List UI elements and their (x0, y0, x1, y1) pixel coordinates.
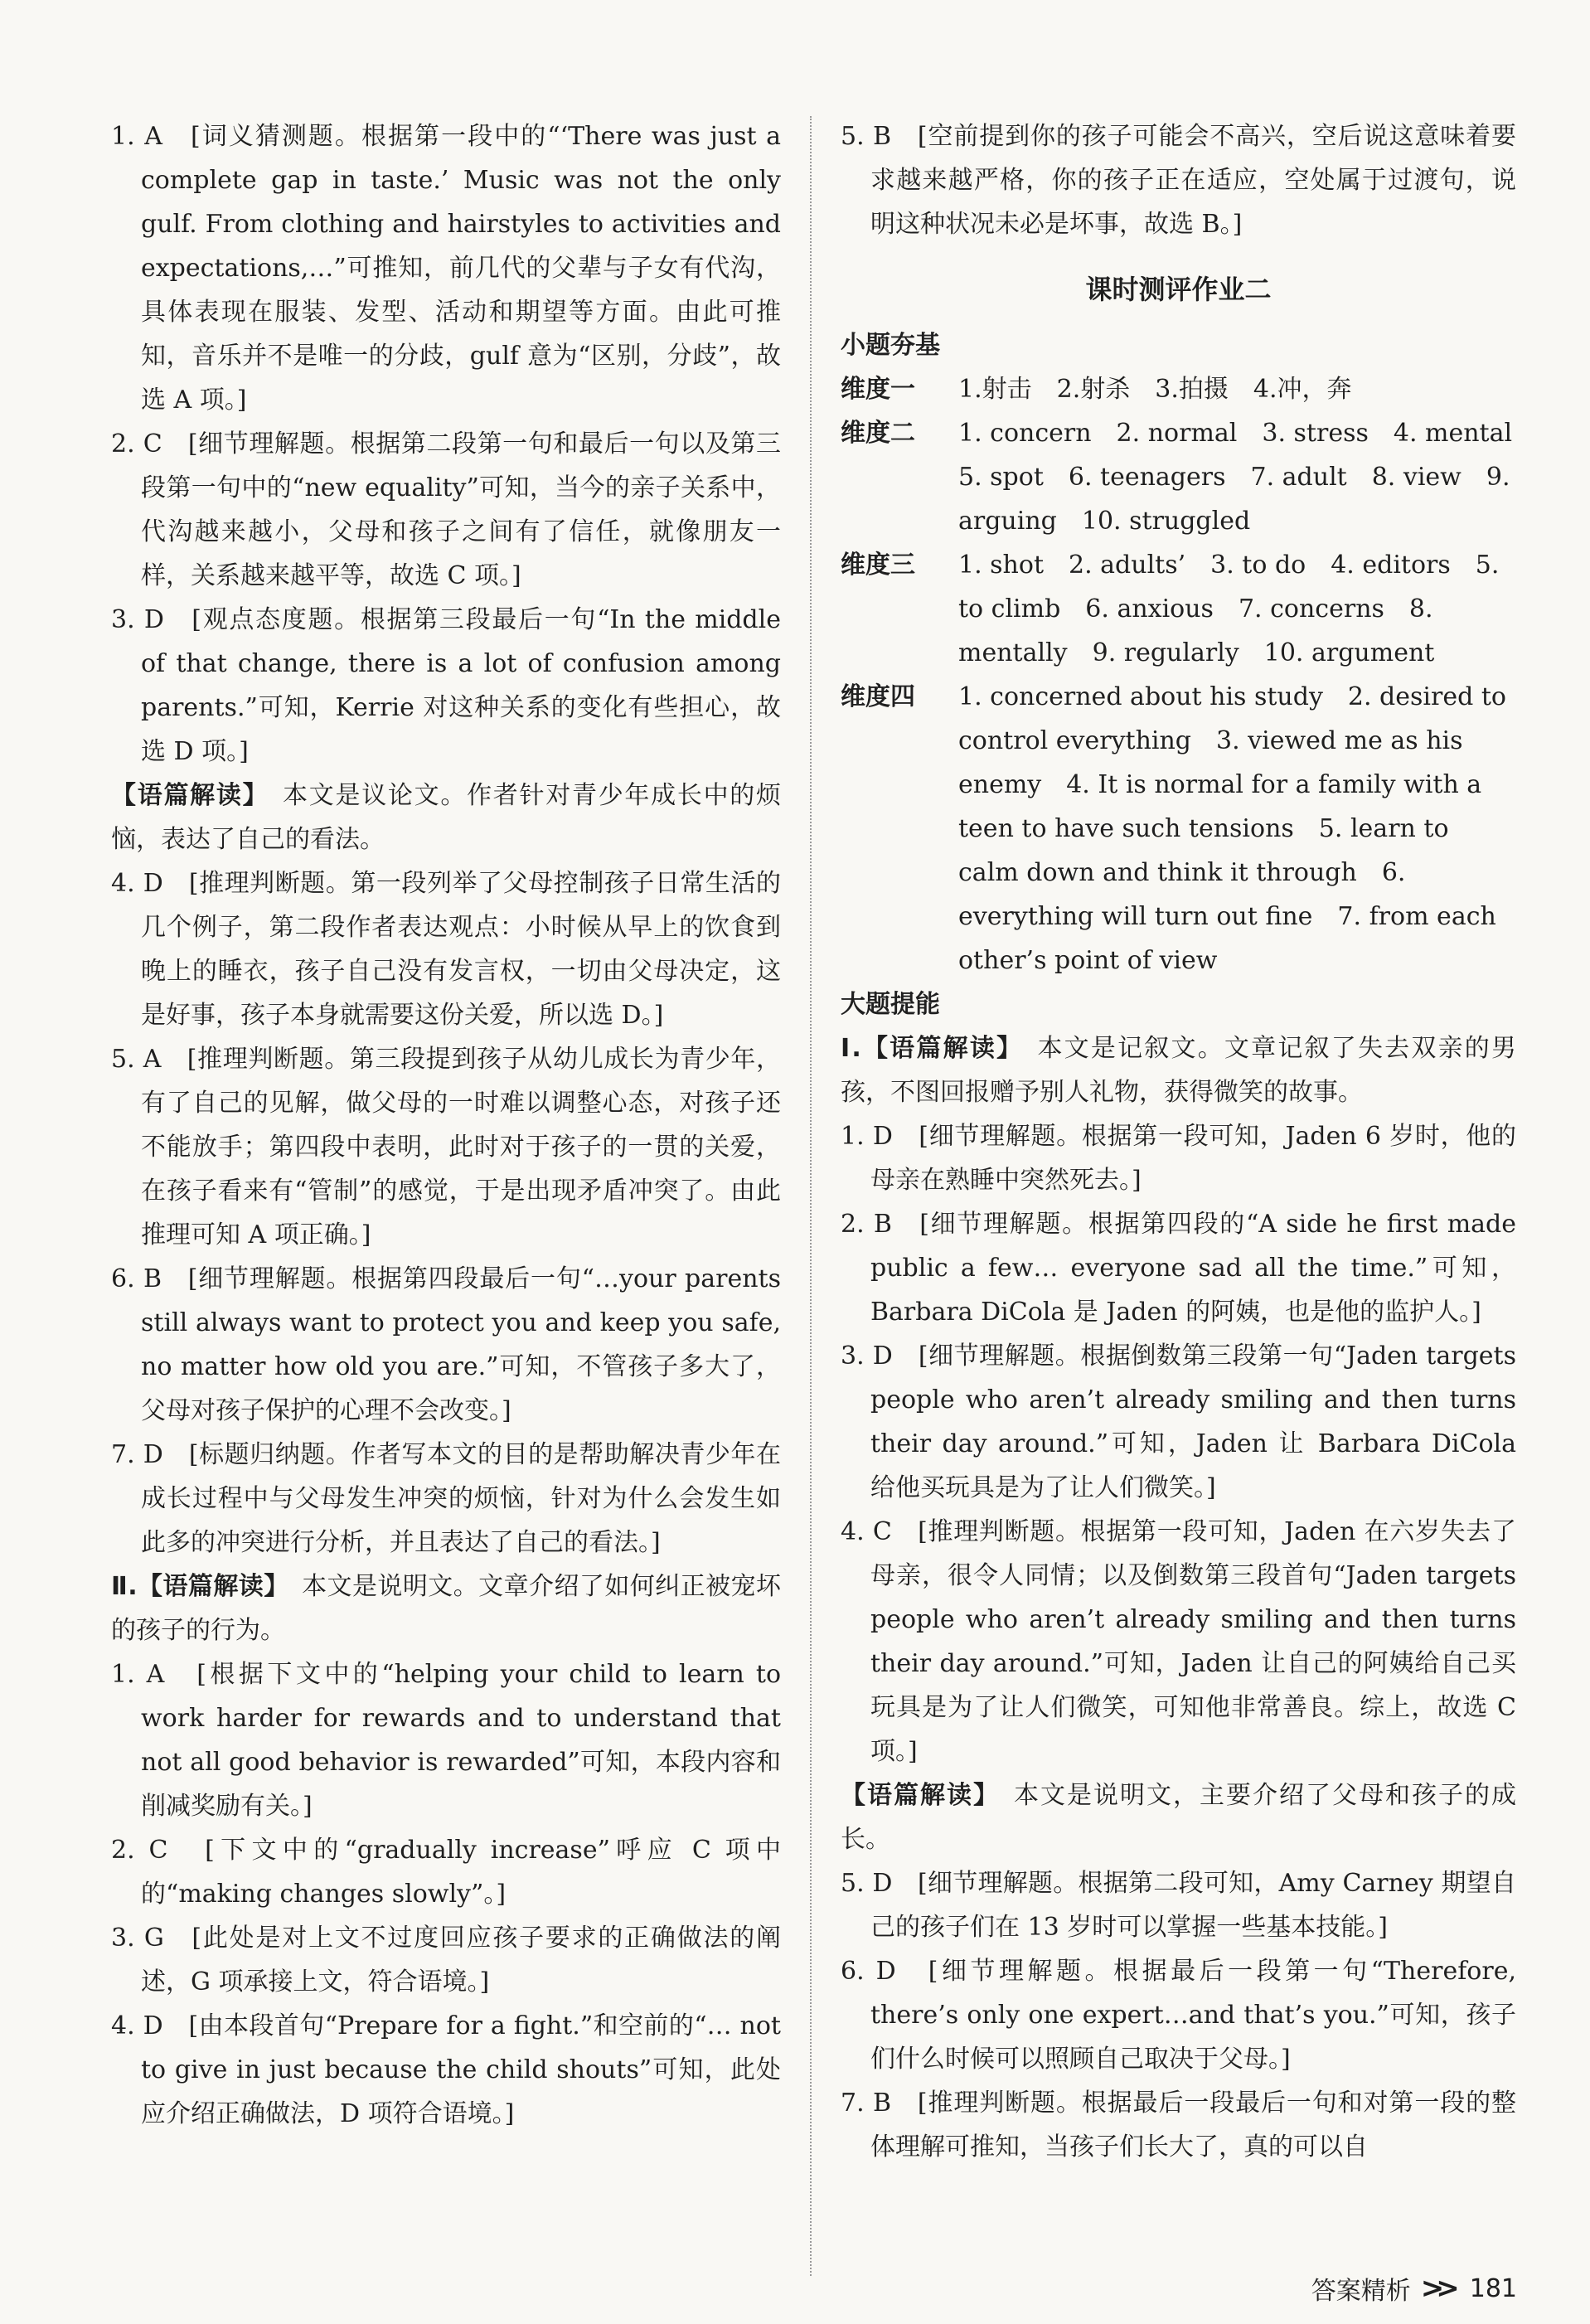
note-text: 本文是记叙文。文章记叙了失去双亲的男孩，不图回报赠予别人礼物，获得微笑的故事。 (841, 1034, 1516, 1107)
answer-item: 7. D [标题归纳题。作者写本文的目的是帮助解决青少年在成长过程中与父母发生冲突的烦恼，针对为什么会发生如此多的冲突进行分析，并且表达了自己的看法。] (111, 1440, 781, 1557)
answer-item: 1. D [细节理解题。根据第一段可知，Jaden 6 岁时，他的母亲在熟睡中突然死去。] (841, 1122, 1516, 1195)
note-label: Ⅱ.【语篇解读】 (111, 1572, 277, 1601)
answer-item: 4. D [推理判断题。第一段列举了父母控制孩子日常生活的几个例子，第二段作者表达观点：小时候从早上的饮食到晚上的睡衣，孩子自己没有发言权，一切由父母决定，这是好事，孩子本身就需要这份关爱，所以选 D。] (111, 869, 781, 1030)
right-answer-list (841, 1026, 1516, 2169)
dimension-label: 维度一 (841, 375, 915, 404)
dimension-answers: 1. shot 2. adults’ 3. to do 4. editors 5. to climb 6. anxious 7. concerns 8. mentally 9. regularly 10. argument (958, 551, 1500, 667)
answer-item: 4. C [推理判断题。根据第一段可知，Jaden 在六岁失去了母亲，很令人同情；以及倒数第三段首句“Jaden targets people who aren’t already smiling and then turns their day around.”可知，Jaden 让自己的阿姨给自己买玩具是为了让人们微笑，可知他非常善良。综上，故选 C 项。] (841, 1517, 1516, 1766)
note-label: 【语篇解读】 (841, 1781, 987, 1810)
dimension-row (841, 367, 1516, 411)
footer-label: 答案精析 (1311, 2277, 1411, 2306)
dimension-answers: 1.射击 2.射杀 3.拍摄 4.冲，奔 (958, 375, 1352, 404)
note-label: 【语篇解读】 (111, 781, 257, 810)
answer-item: 7. B [推理判断题。根据最后一段最后一句和对第一段的整体理解可推知，当孩子们长大了，真的可以自 (841, 2089, 1516, 2161)
dimension-label: 维度四 (841, 682, 915, 711)
answer-item: 3. D [细节理解题。根据倒数第三段第一句“Jaden targets people who aren’t already smiling and then turns their day around.”可知，Jaden 让 Barbara DiCola 给他买玩具是为了让人们微笑。] (841, 1342, 1516, 1502)
answer-item: 6. B [细节理解题。根据第四段最后一句“…your parents still always want to protect you and keep you safe, no matter how old you are.”可知，不管孩子多大了，父母对孩子保护的心理不会改变。] (111, 1264, 781, 1425)
left-column (111, 114, 781, 2136)
column-divider (810, 116, 812, 2276)
dimension-label: 维度三 (841, 551, 915, 580)
answer-item: 6. D [细节理解题。根据最后一段第一句“Therefore, there’s only one expert…and that’s you.”可知，孩子们什么时候可以照顾自己取决于父母。] (841, 1957, 1516, 2074)
dimension-row (841, 675, 1516, 982)
dimension-answers: 1. concerned about his study 2. desired to control everything 3. viewed me as his enemy 4. It is normal for a family with a teen to have such tensions 5. learn to calm down and think it through 6. everything will turn out fine 7. from each other’s point of view (958, 682, 1506, 975)
passage-note (841, 1773, 1516, 1861)
note-text: 本文是议论文。作者针对青少年成长中的烦恼，表达了自己的看法。 (111, 781, 782, 854)
subsection-heading-2: 大题提能 (841, 990, 940, 1019)
page-footer (1311, 2270, 1517, 2307)
answer-item: 5. B [空前提到你的孩子可能会不高兴，空后说这意味着要求越来越严格，你的孩子正在适应，空处属于过渡句，说明这种状况未必是坏事，故选 B。] (841, 122, 1516, 239)
right-column (841, 114, 1538, 2169)
answer-item: 4. D [由本段首句“Prepare for a fight.”和空前的“… not to give in just because the child shouts”可知，此处应介绍正确做法，D 项符合语境。] (111, 2011, 781, 2128)
section-title: 课时测评作业二 (1085, 274, 1272, 305)
dimension-row (841, 543, 1516, 675)
answer-item: 5. D [细节理解题。根据第二段可知，Amy Carney 期望自己的孩子们在 13 岁时可以掌握一些基本技能。] (841, 1869, 1516, 1942)
answer-item: 2. B [细节理解题。根据第四段的“A side he first made public a few… everyone sad all the time.”可知，Barbara DiCola 是 Jaden 的阿姨，也是他的监护人。] (841, 1210, 1516, 1327)
dimension-answers: 1. concern 2. normal 3. stress 4. mental 5. spot 6. teenagers 7. adult 8. view 9. arguing 10. struggled (958, 419, 1538, 536)
passage-note (111, 1565, 781, 1652)
answer-item: 3. G [此处是对上文不过度回应孩子要求的正确做法的阐述，G 项承接上文，符合语境。] (111, 1924, 781, 1997)
note-text: 本文是说明文，主要介绍了父母和孩子的成长。 (841, 1781, 1516, 1854)
answer-item: 3. D [观点态度题。根据第三段最后一句“In the middle of that change, there is a lot of confusion among parents.”可知，Kerrie 对这种关系的变化有些担心，故选 D 项。] (111, 605, 781, 766)
dimension-list (841, 367, 1538, 982)
answer-item: 2. C [细节理解题。根据第二段第一句和最后一句以及第三段第一句中的“new equality”可知，当今的亲子关系中，代沟越来越小，父母和孩子之间有了信任，就像朋友一样，关系越来越平等，故选 C 项。] (111, 429, 781, 590)
answer-item: 5. A [推理判断题。第三段提到孩子从幼儿成长为青少年，有了自己的见解，做父母的一时难以调整心态，对孩子还不能放手；第四段中表明，此时对于孩子的一贯的关爱，在孩子看来有“管制”的感觉，于是出现矛盾冲突了。由此推理可知 A 项正确。] (111, 1045, 781, 1249)
note-text: 本文是说明文。文章介绍了如何纠正被宠坏的孩子的行为。 (111, 1572, 781, 1645)
answer-item: 1. A [根据下文中的“helping your child to learn to work harder for rewards and to understand that not all good behavior is rewarded”可知，本段内容和削减奖励有关。] (111, 1660, 781, 1821)
answer-item: 2. C [下文中的“gradually increase”呼应 C 项中的“making changes slowly”。] (111, 1836, 781, 1909)
subsection-heading: 小题夯基 (841, 331, 940, 360)
dimension-label: 维度二 (841, 419, 915, 448)
passage-note (841, 1026, 1516, 1114)
double-chevron-icon: >> (1420, 2272, 1452, 2305)
passage-note (111, 774, 781, 861)
answer-item: 1. A [词义猜测题。根据第一段中的“‘There was just a complete gap in taste.’ Music was not the only gulf. From clothing and hairstyles to activities and expectations,…”可推知，前几代的父辈与子女有代沟，具体表现在服装、发型、活动和期望等方面。由此可推知，音乐并不是唯一的分歧，gulf 意为“区别，分歧”，故选 A 项。] (111, 122, 781, 415)
note-label: Ⅰ.【语篇解读】 (841, 1034, 1011, 1063)
page-number: 181 (1469, 2273, 1517, 2303)
dimension-row (841, 411, 1538, 543)
